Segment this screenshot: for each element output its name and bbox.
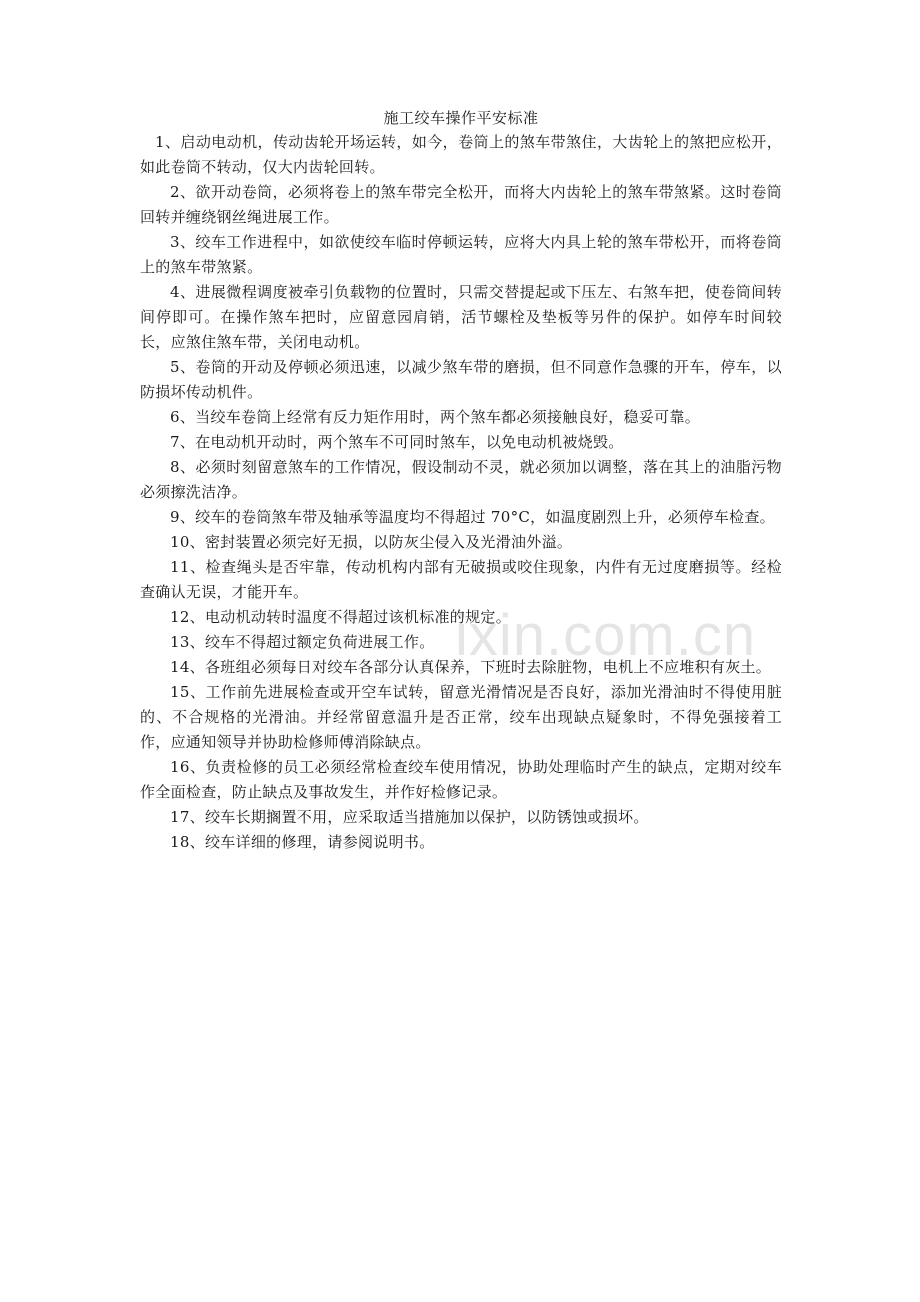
paragraph-15: 15、工作前先进展检查或开空车试转，留意光滑情况是否良好，添加光滑油时不得使用脏的、不合规格的光滑油。并经常留意温升是否正常，绞车出现缺点疑象时，不得免强接着工作，应通知领导并协助检修师傅消除缺点。: [140, 683, 782, 751]
paragraph-4: 4、进展微程调度被牵引负载物的位置时，只需交替提起或下压左、右煞车把，使卷筒间转间停即可。在操作煞车把时，应留意园肩销，活节螺栓及垫板等另件的保护。如停车时间较长，应煞住煞车带，关闭电动机。: [140, 283, 782, 351]
paragraph-18: 18、绞车详细的修理，请参阅说明书。: [170, 833, 435, 851]
paragraph-13: 13、绞车不得超过额定负荷进展工作。: [170, 633, 435, 651]
document-title: 施工绞车操作平安标准: [383, 109, 539, 127]
paragraph-8: 8、必须时刻留意煞车的工作情况，假设制动不灵，就必须加以调整，落在其上的油脂污物必须擦洗洁净。: [140, 458, 782, 501]
paragraph-14: 14、各班组必须每日对绞车各部分认真保养，下班时去除脏物，电机上不应堆积有灰土。: [170, 658, 772, 676]
paragraph-5: 5、卷筒的开动及停顿必须迅速，以减少煞车带的磨损，但不同意作急骤的开车，停车，以防损坏传动机件。: [140, 358, 782, 401]
paragraph-3: 3、绞车工作进程中，如欲使绞车临时停顿运转，应将大内具上轮的煞车带松开，而将卷筒上的煞车带煞紧。: [140, 233, 782, 276]
paragraph-12: 12、电动机动转时温度不得超过该机标准的规定。: [170, 608, 511, 626]
paragraph-11: 11、检查绳头是否牢靠，传动机构内部有无破损或咬住现象，内件有无过度磨损等。经检查确认无误，才能开车。: [140, 558, 782, 601]
paragraph-6: 6、当绞车卷筒上经常有反力矩作用时，两个煞车都必须接触良好，稳妥可靠。: [170, 408, 701, 426]
paragraph-17: 17、绞车长期搁置不用，应采取适当措施加以保护，以防锈蚀或损坏。: [170, 808, 649, 826]
document-page: [140, 106, 782, 855]
paragraph-2: 2、欲开动卷筒，必须将卷上的煞车带完全松开，而将大内齿轮上的煞车带煞紧。这时卷筒回转并缠绕钢丝绳进展工作。: [140, 183, 782, 226]
paragraph-1: 1、启动电动机，传动齿轮开场运转，如今，卷筒上的煞车带煞住，大齿轮上的煞把应松开，如此卷筒不转动，仅大内齿轮回转。: [140, 133, 782, 176]
paragraph-7: 7、在电动机开动时，两个煞车不可同时煞车，以免电动机被烧毁。: [170, 433, 624, 451]
paragraph-10: 10、密封装置必须完好无损，以防灰尘侵入及光滑油外溢。: [170, 533, 573, 551]
paragraph-16: 16、负责检修的员工必须经常检查绞车使用情况，协助处理临时产生的缺点，定期对绞车作全面检查，防止缺点及事故发生，并作好检修记录。: [140, 758, 782, 801]
watermark: ixin.com.cn: [455, 603, 757, 668]
paragraph-9: 9、绞车的卷筒煞车带及轴承等温度均不得超过 70°C，如温度剧烈上升，必须停车检查。: [170, 508, 775, 526]
